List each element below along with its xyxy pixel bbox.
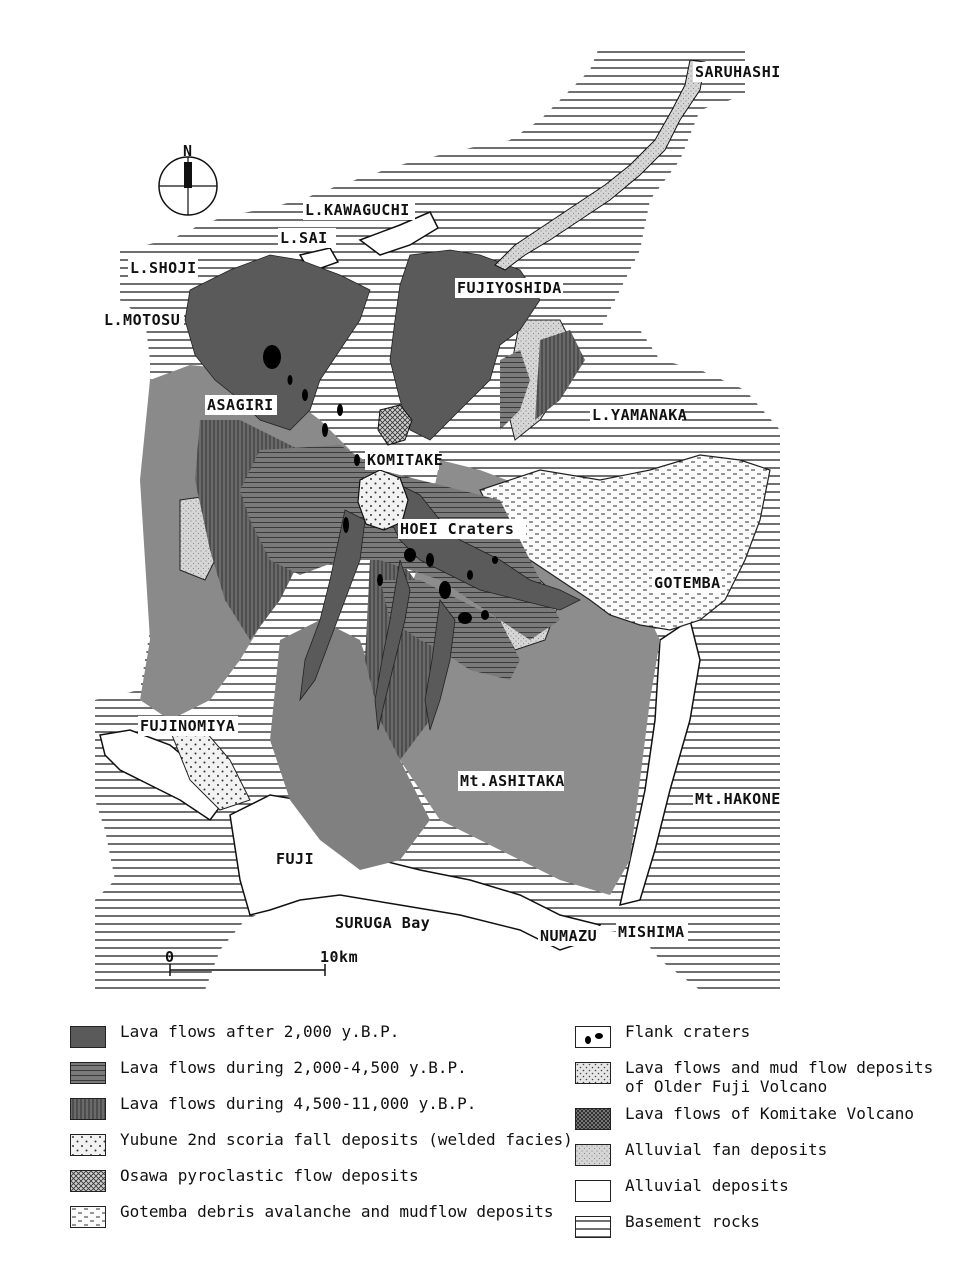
legend-label — [625, 1058, 933, 1096]
label-mishima: MISHIMA — [618, 923, 685, 941]
legend-label: Lava flows of Komitake Volcano — [625, 1104, 914, 1123]
legend-label-line2: of Older Fuji Volcano — [625, 1077, 828, 1096]
label-gotemba: GOTEMBA — [654, 574, 721, 592]
legend-label: Alluvial fan deposits — [625, 1140, 828, 1159]
label-suruga-bay: SURUGA Bay — [335, 914, 431, 932]
label-l-motosu: L.MOTOSU — [104, 311, 181, 329]
north-arrow — [159, 142, 217, 215]
legend-label: Alluvial deposits — [625, 1176, 789, 1195]
swatch-dark-solid — [70, 1026, 106, 1048]
legend-label: Osawa pyroclastic flow deposits — [120, 1166, 419, 1185]
legend-label: Flank craters — [625, 1022, 751, 1041]
swatch-horizontal-lines — [575, 1216, 611, 1238]
label-saruhashi: SARUHASHI — [695, 63, 781, 81]
swatch-dashes — [70, 1206, 106, 1228]
swatch-white — [575, 1180, 611, 1202]
swatch-sparse-dots — [70, 1134, 106, 1156]
label-l-sai: L.SAI — [280, 229, 328, 247]
north-label: N — [183, 142, 193, 160]
swatch-crosshatch — [70, 1170, 106, 1192]
label-hoei-craters: HOEI Craters — [400, 520, 515, 538]
label-mt-hakone: Mt.HAKONE — [695, 790, 781, 808]
map-legend — [60, 1022, 940, 1252]
legend-label: Gotemba debris avalanche and mudflow deposits — [120, 1202, 554, 1221]
legend-label: Lava flows after 2,000 y.B.P. — [120, 1022, 400, 1041]
swatch-fine-dots — [575, 1062, 611, 1084]
swatch-dense-crosshatch — [575, 1108, 611, 1130]
legend-label: Lava flows during 2,000-4,500 y.B.P. — [120, 1058, 467, 1077]
swatch-black-spots — [575, 1026, 611, 1048]
label-fuji: FUJI — [276, 850, 315, 868]
label-numazu: NUMAZU — [540, 927, 598, 945]
label-mt-ashitaka: Mt.ASHITAKA — [460, 772, 565, 790]
scale-end: 10km — [320, 948, 359, 966]
label-asagiri: ASAGIRI — [207, 396, 274, 414]
swatch-horizontal-hatch — [70, 1062, 106, 1084]
legend-label-line1: Lava flows and mud flow deposits — [625, 1058, 934, 1077]
label-l-yamanaka: L.YAMANAKA — [592, 406, 688, 424]
legend-label: Basement rocks — [625, 1212, 760, 1231]
legend-label: Yubune 2nd scoria fall deposits (welded facies) — [120, 1130, 573, 1149]
label-fujinomiya: FUJINOMIYA — [140, 717, 236, 735]
scale-zero: 0 — [165, 948, 175, 966]
swatch-vertical-hatch — [70, 1098, 106, 1120]
label-l-shoji: L.SHOJI — [130, 259, 197, 277]
label-fujiyoshida: FUJIYOSHIDA — [457, 279, 562, 297]
label-komitake: KOMITAKE — [367, 451, 444, 469]
legend-label: Lava flows during 4,500-11,000 y.B.P. — [120, 1094, 477, 1113]
label-l-kawaguchi: L.KAWAGUCHI — [305, 201, 410, 219]
swatch-light-stipple — [575, 1144, 611, 1166]
